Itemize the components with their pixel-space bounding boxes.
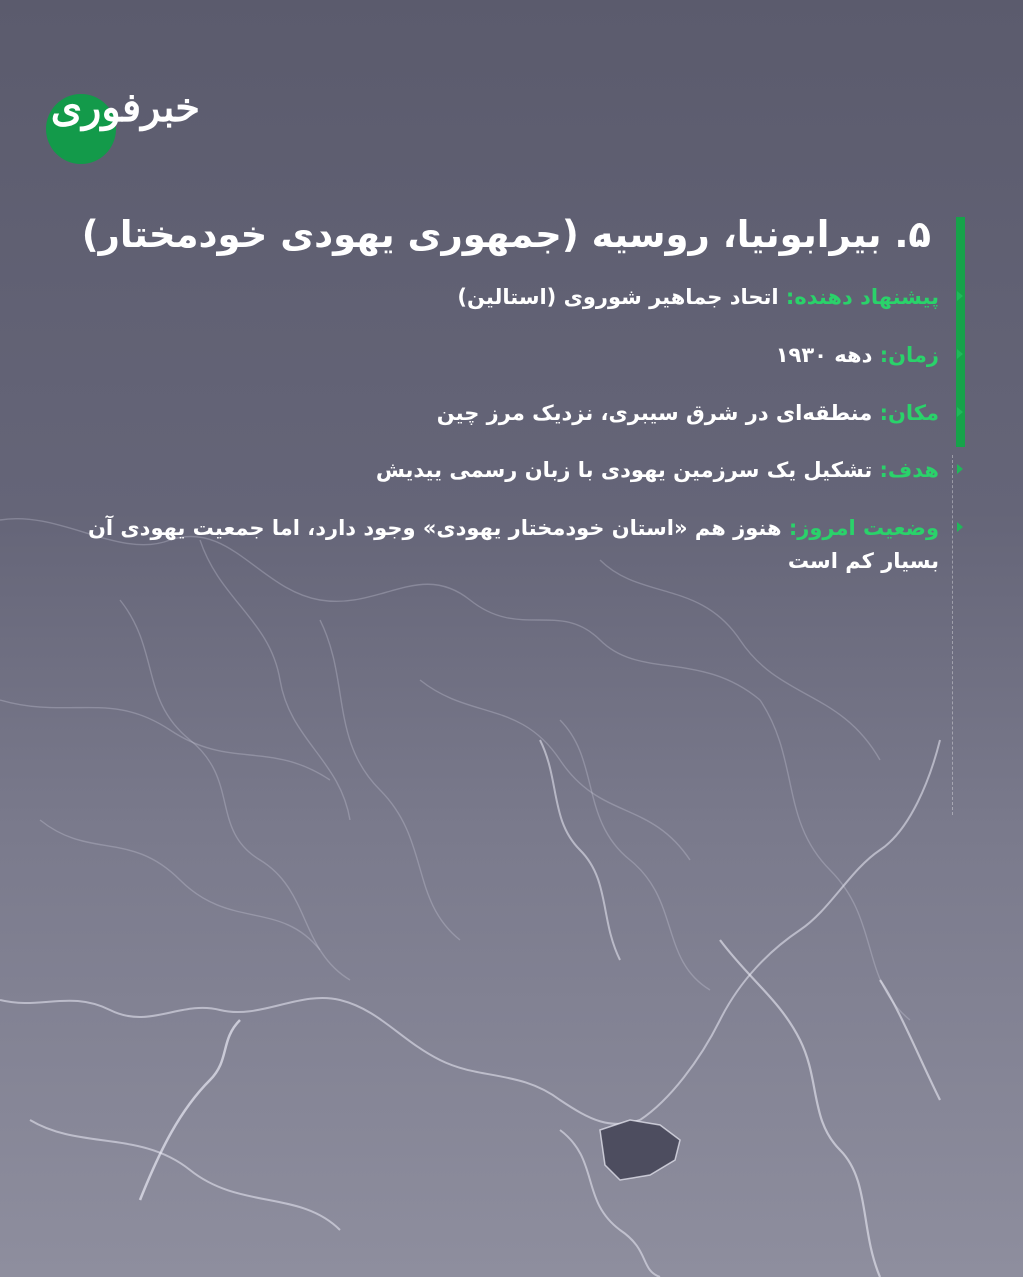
item-value: دهه ۱۹۳۰: [775, 342, 873, 367]
page-title: ۵. بیرابونیا، روسیه (جمهوری یهودی خودمختار): [81, 213, 931, 256]
item-value: منطقه‌ای در شرق سیبری، نزدیک مرز چین: [436, 400, 873, 425]
item-label: مکان:: [872, 400, 939, 425]
triangle-bullet-icon: [957, 349, 963, 359]
guide-line: [952, 455, 953, 815]
item-label: پیشنهاد دهنده:: [778, 285, 939, 310]
item-value: تشکیل یک سرزمین یهودی با زبان رسمی ییدیش: [375, 458, 873, 483]
triangle-bullet-icon: [957, 291, 963, 301]
info-list: [57, 281, 957, 579]
list-item: [57, 512, 957, 579]
logo-text: خبرفوری: [50, 84, 200, 131]
item-label: وضعیت امروز:: [781, 515, 939, 540]
list-item: [57, 281, 957, 315]
item-label: هدف:: [872, 458, 939, 483]
list-item: [57, 454, 957, 488]
item-value: هنوز هم «استان خودمختار یهودی» وجود دارد، اما جمعیت یهودی آن بسیار کم است: [88, 515, 939, 574]
list-item: [57, 339, 957, 373]
triangle-bullet-icon: [957, 464, 963, 474]
content-panel: [57, 205, 957, 603]
brand-logo: [46, 70, 206, 170]
item-value: اتحاد جماهیر شوروی (استالین): [457, 285, 779, 310]
triangle-bullet-icon: [957, 407, 963, 417]
triangle-bullet-icon: [957, 522, 963, 532]
highlighted-region: [600, 1120, 680, 1180]
item-label: زمان:: [872, 342, 939, 367]
list-item: [57, 397, 957, 431]
